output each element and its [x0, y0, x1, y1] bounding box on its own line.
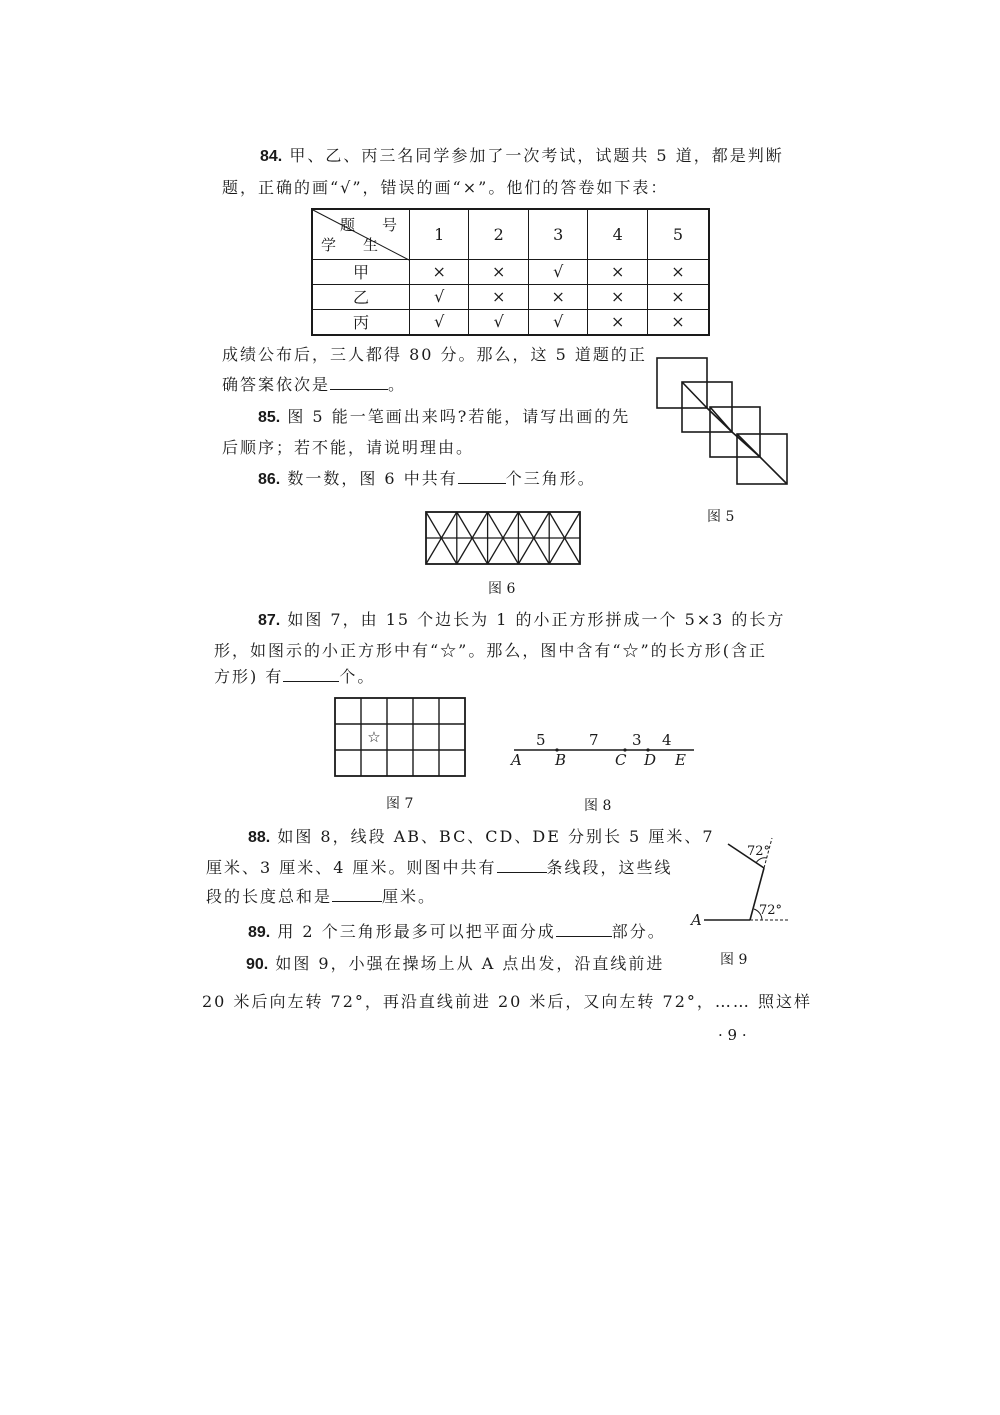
- q90-line2: 20 米后向左转 72°，再沿直线前进 20 米后，又向左转 72°，…… 照这样: [202, 992, 812, 1011]
- q90-line1: [246, 954, 664, 975]
- q85-line2: 后顺序；若不能，请说明理由。: [222, 438, 475, 457]
- q88-count-blank[interactable]: [497, 858, 547, 873]
- q87-line3-text: 方形) 有: [214, 667, 284, 686]
- q89-answer-blank[interactable]: [556, 922, 612, 937]
- page-number: · 9 ·: [718, 1026, 747, 1044]
- q88-line3: [206, 887, 436, 907]
- q87-number: 87.: [258, 612, 281, 629]
- q88-line1-text: 如图 8，线段 AB、BC、CD、DE 分别长 5 厘米、7: [277, 827, 715, 846]
- fig5-diagonal: [737, 434, 760, 457]
- figure-7: [335, 698, 465, 776]
- answer-mark: ×: [588, 284, 647, 309]
- q87-line1-text: 如图 7，由 15 个边长为 1 的小正方形拼成一个 5×3 的长方: [287, 610, 786, 629]
- fig8-point-a: A: [511, 751, 522, 769]
- q87-line3: [214, 667, 375, 687]
- q84-line4: [222, 375, 406, 395]
- fig8-length-bc: 7: [589, 731, 599, 749]
- col-header: 4: [588, 209, 647, 259]
- q88-number: 88.: [248, 829, 271, 846]
- q84-line4-text: 确答案依次是: [222, 375, 331, 394]
- q84-line4-end: 。: [388, 375, 407, 394]
- q87-line2: 形，如图示的小正方形中有“☆”。那么，图中含有“☆”的长方形(含正: [214, 641, 767, 660]
- figure-9-caption: 图 9: [720, 952, 748, 968]
- row-student: 甲: [312, 259, 410, 284]
- answer-mark: √: [528, 259, 587, 284]
- q84-line2: 题，正确的画“√”，错误的画“×”。他们的答卷如下表：: [222, 178, 669, 197]
- table-row: [312, 259, 709, 284]
- fig5-diagonal: [682, 382, 707, 408]
- fig8-point-e: E: [675, 751, 686, 769]
- answer-mark: ×: [469, 259, 528, 284]
- q90-number: 90.: [246, 956, 269, 973]
- header-student-label: 学 生: [321, 235, 385, 254]
- answer-mark: ×: [469, 284, 528, 309]
- answer-mark: √: [410, 309, 469, 335]
- fig8-point-b: B: [555, 751, 567, 769]
- q90-line1-text: 如图 9，小强在操场上从 A 点出发，沿直线前进: [275, 954, 665, 973]
- fig9-angle-top: 72°: [747, 844, 771, 859]
- answer-mark: ×: [647, 259, 709, 284]
- q88-line3-text: 段的长度总和是: [206, 887, 333, 906]
- fig9-angle-bottom: 72°: [759, 903, 783, 918]
- figure-6: [426, 512, 580, 564]
- answer-mark: ×: [410, 259, 469, 284]
- q85-line1: [258, 407, 630, 428]
- answer-mark: ×: [647, 284, 709, 309]
- answer-table: [311, 208, 710, 336]
- col-header: 5: [647, 209, 709, 259]
- col-header: 2: [469, 209, 528, 259]
- q89-text: 用 2 个三角形最多可以把平面分成: [277, 922, 556, 941]
- figure-5-caption: 图 5: [707, 509, 735, 525]
- figure-9: [688, 834, 798, 934]
- answer-mark: ×: [647, 309, 709, 335]
- q86-line1: [258, 469, 596, 490]
- q87-answer-blank[interactable]: [283, 667, 339, 682]
- q86-text-end: 个三角形。: [505, 469, 596, 488]
- q86-number: 86.: [258, 471, 281, 488]
- fig8-length-ab: 5: [536, 731, 546, 749]
- table-diagonal-header: [312, 209, 410, 259]
- q89-text-end: 部分。: [611, 922, 666, 941]
- fig5-diagonal: [760, 457, 787, 484]
- row-student: 丙: [312, 309, 410, 335]
- fig5-diagonal: [710, 407, 732, 432]
- q86-answer-blank[interactable]: [458, 469, 506, 484]
- q85-line1-text: 图 5 能一笔画出来吗?若能，请写出画的先: [287, 407, 631, 426]
- fig9-point-a: A: [691, 911, 702, 929]
- figure-8-caption: 图 8: [584, 798, 612, 814]
- fig7-frame: [335, 698, 465, 776]
- header-question-label: 题 号: [339, 216, 403, 234]
- table-row: [312, 309, 709, 335]
- fig8-point-c: C: [615, 751, 627, 769]
- q88-line2-text: 厘米、3 厘米、4 厘米。则图中共有: [206, 858, 497, 877]
- col-header: 3: [528, 209, 587, 259]
- star-icon: ☆: [367, 728, 381, 746]
- q89-line1: [248, 922, 666, 943]
- q85-number: 85.: [258, 409, 281, 426]
- q84-line3: 成绩公布后，三人都得 80 分。那么，这 5 道题的正: [222, 345, 647, 364]
- figure-5: [652, 354, 812, 494]
- table-header-row: [312, 209, 709, 259]
- row-student: 乙: [312, 284, 410, 309]
- figure-7-caption: 图 7: [386, 796, 414, 812]
- q87-line3-end: 个。: [339, 667, 376, 686]
- q86-text: 数一数，图 6 中共有: [287, 469, 458, 488]
- answer-mark: √: [528, 309, 587, 335]
- q88-total-blank[interactable]: [332, 887, 382, 902]
- q88-line2-end: 条线段，这些线: [546, 858, 673, 877]
- answer-mark: ×: [588, 309, 647, 335]
- q88-line1: [248, 827, 715, 848]
- q87-line1: [258, 610, 785, 631]
- fig8-length-de: 4: [662, 731, 672, 749]
- q84-answer-blank[interactable]: [330, 375, 388, 390]
- q88-line3-end: 厘米。: [382, 887, 437, 906]
- fig8-length-cd: 3: [632, 731, 642, 749]
- figure-6-caption: 图 6: [488, 581, 516, 597]
- answer-mark: ×: [588, 259, 647, 284]
- col-header: 1: [410, 209, 469, 259]
- q88-line2: [206, 858, 673, 878]
- answer-mark: √: [469, 309, 528, 335]
- q84-line1-text: 甲、乙、丙三名同学参加了一次考试，试题共 5 道，都是判断: [289, 146, 784, 165]
- answer-mark: √: [410, 284, 469, 309]
- q89-number: 89.: [248, 924, 271, 941]
- q84-number: 84.: [260, 148, 283, 165]
- answer-mark: ×: [528, 284, 587, 309]
- table-row: [312, 284, 709, 309]
- q84-line1: [260, 146, 784, 167]
- fig8-point-d: D: [644, 751, 657, 769]
